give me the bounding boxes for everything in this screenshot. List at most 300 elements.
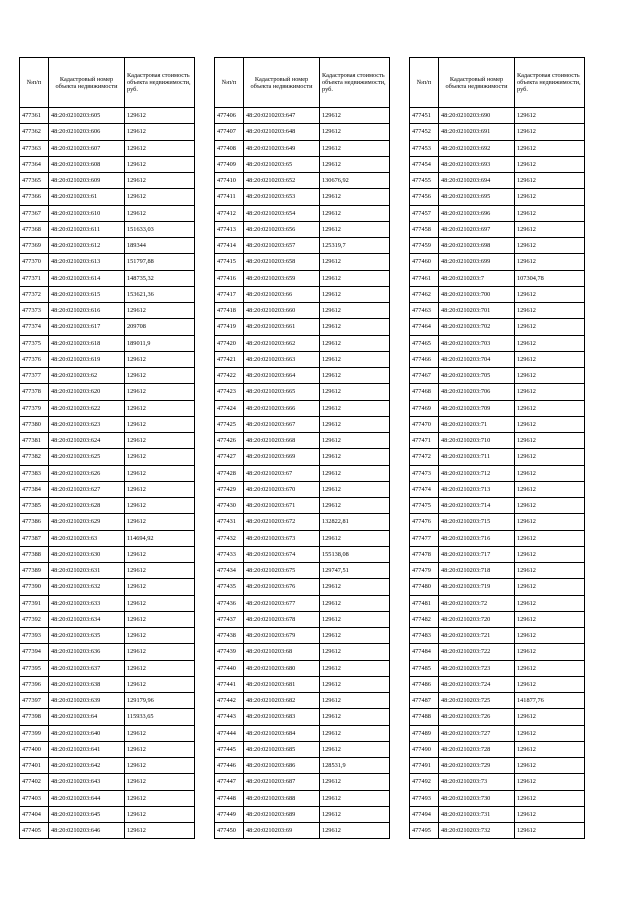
cadastral-cost: 129612	[320, 790, 390, 806]
row-number: 477424	[215, 400, 244, 416]
cadastral-cost: 129612	[515, 709, 585, 725]
table-row	[20, 563, 195, 579]
cadastral-number: 48:20:0210203:679	[244, 628, 320, 644]
row-number: 477379	[20, 400, 49, 416]
cadastral-cost: 129612	[125, 774, 195, 790]
cadastral-cost: 129612	[320, 660, 390, 676]
cadastral-number: 48:20:0210203:647	[244, 108, 320, 124]
row-number: 477384	[20, 481, 49, 497]
row-number: 477411	[215, 189, 244, 205]
cadastral-number: 48:20:0210203:611	[49, 221, 125, 237]
table-row	[410, 579, 585, 595]
cadastral-cost: 151633,03	[125, 221, 195, 237]
table-row	[410, 774, 585, 790]
table-row	[215, 238, 390, 254]
table-row	[20, 758, 195, 774]
row-number: 477426	[215, 433, 244, 449]
cadastral-number: 48:20:0210203:669	[244, 449, 320, 465]
cadastral-number: 48:20:0210203:67	[244, 465, 320, 481]
cadastral-cost: 129612	[515, 498, 585, 514]
cadastral-cost: 129612	[320, 481, 390, 497]
cadastral-cost: 132822,81	[320, 514, 390, 530]
row-number: 477380	[20, 416, 49, 432]
cadastral-cost: 115933,65	[125, 709, 195, 725]
row-number: 477484	[410, 644, 439, 660]
cadastral-number: 48:20:0210203:705	[439, 368, 515, 384]
cadastral-number: 48:20:0210203:69	[244, 823, 320, 839]
cadastral-number: 48:20:0210203:694	[439, 173, 515, 189]
cadastral-number: 48:20:0210203:648	[244, 124, 320, 140]
cadastral-cost: 129612	[125, 368, 195, 384]
cadastral-cost: 129612	[125, 644, 195, 660]
row-number: 477440	[215, 660, 244, 676]
row-number: 477489	[410, 725, 439, 741]
cadastral-cost: 129612	[320, 741, 390, 757]
cadastral-number: 48:20:0210203:683	[244, 709, 320, 725]
cadastral-number: 48:20:0210203:619	[49, 351, 125, 367]
cadastral-number: 48:20:0210203:704	[439, 351, 515, 367]
cadastral-number: 48:20:0210203:622	[49, 400, 125, 416]
cadastral-cost: 129612	[320, 806, 390, 822]
table-row	[215, 416, 390, 432]
table-row	[20, 546, 195, 562]
cadastral-cost: 129179,96	[125, 693, 195, 709]
table-row	[20, 741, 195, 757]
table-row	[215, 156, 390, 172]
cadastral-number: 48:20:0210203:713	[439, 481, 515, 497]
row-number: 477436	[215, 595, 244, 611]
row-number: 477368	[20, 221, 49, 237]
cadastral-cost: 129612	[320, 108, 390, 124]
cadastral-number: 48:20:0210203:643	[49, 774, 125, 790]
cadastral-number: 48:20:0210203:722	[439, 644, 515, 660]
row-number: 477394	[20, 644, 49, 660]
cadastral-number: 48:20:0210203:693	[439, 156, 515, 172]
cadastral-cost: 129612	[320, 156, 390, 172]
cadastral-cost: 129612	[125, 433, 195, 449]
cadastral-cost: 129612	[125, 189, 195, 205]
cadastral-cost: 153621,36	[125, 286, 195, 302]
table-row	[215, 644, 390, 660]
table-row	[410, 790, 585, 806]
cadastral-cost: 125319,7	[320, 238, 390, 254]
cadastral-cost: 129612	[515, 416, 585, 432]
table-row	[20, 254, 195, 270]
cadastral-number: 48:20:0210203:654	[244, 205, 320, 221]
cadastral-cost: 129612	[515, 741, 585, 757]
cadastral-cost: 129612	[515, 823, 585, 839]
header-row	[20, 58, 195, 108]
cadastral-number: 48:20:0210203:726	[439, 709, 515, 725]
cadastral-number: 48:20:0210203:633	[49, 595, 125, 611]
table-row	[20, 660, 195, 676]
cadastral-number: 48:20:0210203:645	[49, 806, 125, 822]
row-number: 477366	[20, 189, 49, 205]
cadastral-cost: 129612	[320, 124, 390, 140]
cadastral-cost: 114694,92	[125, 530, 195, 546]
table-row	[215, 709, 390, 725]
cadastral-cost: 129612	[320, 628, 390, 644]
row-number: 477474	[410, 481, 439, 497]
cadastral-cost: 129612	[125, 563, 195, 579]
row-number: 477421	[215, 351, 244, 367]
cadastral-cost: 129612	[125, 108, 195, 124]
cadastral-number: 48:20:0210203:65	[244, 156, 320, 172]
table-row	[410, 384, 585, 400]
table-row	[410, 465, 585, 481]
cadastral-number: 48:20:0210203:640	[49, 725, 125, 741]
table-row	[20, 611, 195, 627]
table-row	[215, 270, 390, 286]
cadastral-cost: 209708	[125, 319, 195, 335]
table-row	[20, 465, 195, 481]
row-number: 477490	[410, 741, 439, 757]
table-row	[410, 238, 585, 254]
cadastral-number: 48:20:0210203:729	[439, 758, 515, 774]
table-row	[20, 351, 195, 367]
cadastral-number: 48:20:0210203:718	[439, 563, 515, 579]
row-number: 477365	[20, 173, 49, 189]
table-row	[215, 741, 390, 757]
row-number: 477472	[410, 449, 439, 465]
cadastral-cost: 129612	[320, 676, 390, 692]
row-number: 477447	[215, 774, 244, 790]
cadastral-cost: 129612	[125, 449, 195, 465]
cadastral-number: 48:20:0210203:660	[244, 303, 320, 319]
table-row	[20, 433, 195, 449]
cadastral-number: 48:20:0210203:724	[439, 676, 515, 692]
cadastral-cost: 129612	[515, 563, 585, 579]
row-number: 477372	[20, 286, 49, 302]
table-row	[20, 823, 195, 839]
cadastral-cost: 129612	[125, 758, 195, 774]
cadastral-cost: 129612	[320, 595, 390, 611]
cadastral-cost: 148735,32	[125, 270, 195, 286]
cadastral-cost: 129612	[320, 433, 390, 449]
header-row	[215, 58, 390, 108]
cadastral-number: 48:20:0210203:670	[244, 481, 320, 497]
row-number: 477467	[410, 368, 439, 384]
row-number: 477382	[20, 449, 49, 465]
row-number: 477397	[20, 693, 49, 709]
cadastral-cost: 129612	[320, 351, 390, 367]
row-number: 477405	[20, 823, 49, 839]
table-row	[215, 823, 390, 839]
cadastral-number: 48:20:0210203:68	[244, 644, 320, 660]
cadastral-cost: 129612	[515, 156, 585, 172]
table-row	[410, 595, 585, 611]
cadastral-number: 48:20:0210203:610	[49, 205, 125, 221]
cadastral-number: 48:20:0210203:664	[244, 368, 320, 384]
table-row	[215, 579, 390, 595]
table-row	[215, 303, 390, 319]
cadastral-number: 48:20:0210203:719	[439, 579, 515, 595]
cadastral-number: 48:20:0210203:688	[244, 790, 320, 806]
row-number: 477401	[20, 758, 49, 774]
cadastral-number: 48:20:0210203:71	[439, 416, 515, 432]
cadastral-cost: 129612	[515, 514, 585, 530]
cadastral-number: 48:20:0210203:668	[244, 433, 320, 449]
table-body	[215, 108, 390, 839]
cadastral-cost: 129612	[125, 156, 195, 172]
table-row	[410, 124, 585, 140]
table-row	[20, 384, 195, 400]
cadastral-cost: 129612	[515, 205, 585, 221]
cadastral-cost: 189011,9	[125, 335, 195, 351]
row-number: 477449	[215, 806, 244, 822]
cadastral-cost: 129612	[320, 725, 390, 741]
cadastral-number: 48:20:0210203:717	[439, 546, 515, 562]
cadastral-number: 48:20:0210203:675	[244, 563, 320, 579]
row-number: 477396	[20, 676, 49, 692]
table-row	[215, 351, 390, 367]
row-number: 477462	[410, 286, 439, 302]
row-number: 477475	[410, 498, 439, 514]
row-number: 477406	[215, 108, 244, 124]
row-number: 477479	[410, 563, 439, 579]
cadastral-number: 48:20:0210203:673	[244, 530, 320, 546]
cadastral-number: 48:20:0210203:731	[439, 806, 515, 822]
table-row	[20, 238, 195, 254]
row-number: 477452	[410, 124, 439, 140]
row-number: 477478	[410, 546, 439, 562]
cadastral-cost: 129612	[125, 303, 195, 319]
cadastral-number: 48:20:0210203:659	[244, 270, 320, 286]
table-row	[410, 351, 585, 367]
row-number: 477427	[215, 449, 244, 465]
cadastral-number: 48:20:0210203:732	[439, 823, 515, 839]
table-row	[215, 628, 390, 644]
cadastral-number: 48:20:0210203:686	[244, 758, 320, 774]
cadastral-number: 48:20:0210203:606	[49, 124, 125, 140]
cadastral-cost: 129612	[515, 660, 585, 676]
table-row	[20, 108, 195, 124]
cadastral-number: 48:20:0210203:7	[439, 270, 515, 286]
row-number: 477470	[410, 416, 439, 432]
cadastral-cost: 129612	[125, 465, 195, 481]
cadastral-number: 48:20:0210203:656	[244, 221, 320, 237]
cadastral-cost: 129612	[320, 449, 390, 465]
cadastral-cost: 129612	[515, 254, 585, 270]
table-row	[20, 693, 195, 709]
table-row	[20, 595, 195, 611]
table-row	[20, 221, 195, 237]
cadastral-number: 48:20:0210203:709	[439, 400, 515, 416]
cadastral-cost: 129612	[320, 140, 390, 156]
cadastral-number: 48:20:0210203:681	[244, 676, 320, 692]
row-number: 477469	[410, 400, 439, 416]
row-number: 477444	[215, 725, 244, 741]
cadastral-number: 48:20:0210203:618	[49, 335, 125, 351]
table-row	[20, 644, 195, 660]
table-row	[410, 563, 585, 579]
cadastral-cost: 129612	[125, 790, 195, 806]
cadastral-number: 48:20:0210203:678	[244, 611, 320, 627]
cadastral-cost: 129612	[125, 498, 195, 514]
row-number: 477459	[410, 238, 439, 254]
cadastral-cost: 129612	[320, 270, 390, 286]
row-number: 477417	[215, 286, 244, 302]
cadastral-number: 48:20:0210203:657	[244, 238, 320, 254]
cadastral-number: 48:20:0210203:702	[439, 319, 515, 335]
cadastral-number: 48:20:0210203:608	[49, 156, 125, 172]
cadastral-number: 48:20:0210203:629	[49, 514, 125, 530]
table-row	[215, 221, 390, 237]
cadastral-number: 48:20:0210203:663	[244, 351, 320, 367]
cadastral-cost: 107304,78	[515, 270, 585, 286]
cadastral-cost: 129612	[515, 595, 585, 611]
cadastral-number: 48:20:0210203:689	[244, 806, 320, 822]
cadastral-number: 48:20:0210203:666	[244, 400, 320, 416]
cadastral-number: 48:20:0210203:710	[439, 433, 515, 449]
cadastral-cost: 129612	[320, 416, 390, 432]
cadastral-number: 48:20:0210203:730	[439, 790, 515, 806]
cadastral-cost: 129612	[515, 433, 585, 449]
row-number: 477373	[20, 303, 49, 319]
table-row	[410, 286, 585, 302]
table-row	[410, 514, 585, 530]
table-row	[215, 205, 390, 221]
row-number: 477370	[20, 254, 49, 270]
cadastral-cost: 129612	[320, 709, 390, 725]
cadastral-cost: 129612	[125, 676, 195, 692]
cadastral-cost: 129612	[320, 774, 390, 790]
cadastral-number: 48:20:0210203:691	[439, 124, 515, 140]
row-number: 477477	[410, 530, 439, 546]
cadastral-number: 48:20:0210203:63	[49, 530, 125, 546]
cadastral-number: 48:20:0210203:62	[49, 368, 125, 384]
cadastral-number: 48:20:0210203:672	[244, 514, 320, 530]
table-row	[20, 189, 195, 205]
cadastral-cost: 129612	[320, 286, 390, 302]
row-number: 477433	[215, 546, 244, 562]
cadastral-cost: 129612	[515, 774, 585, 790]
row-number: 477383	[20, 465, 49, 481]
table-row	[20, 270, 195, 286]
table-row	[410, 611, 585, 627]
row-number: 477362	[20, 124, 49, 140]
row-number: 477468	[410, 384, 439, 400]
cadastral-number: 48:20:0210203:671	[244, 498, 320, 514]
cadastral-number: 48:20:0210203:701	[439, 303, 515, 319]
cadastral-cost: 129612	[515, 481, 585, 497]
row-number: 477451	[410, 108, 439, 124]
cadastral-cost: 129612	[125, 725, 195, 741]
row-number: 477464	[410, 319, 439, 335]
table-row	[410, 481, 585, 497]
cadastral-cost: 129612	[515, 400, 585, 416]
cadastral-number: 48:20:0210203:725	[439, 693, 515, 709]
row-number: 477486	[410, 676, 439, 692]
cadastral-number: 48:20:0210203:715	[439, 514, 515, 530]
cadastral-table-2	[214, 57, 390, 839]
row-number: 477429	[215, 481, 244, 497]
cadastral-cost: 129612	[320, 254, 390, 270]
row-number: 477410	[215, 173, 244, 189]
cadastral-cost: 129612	[125, 741, 195, 757]
cadastral-number: 48:20:0210203:676	[244, 579, 320, 595]
row-number: 477430	[215, 498, 244, 514]
table-row	[410, 693, 585, 709]
cadastral-number: 48:20:0210203:617	[49, 319, 125, 335]
cadastral-number: 48:20:0210203:628	[49, 498, 125, 514]
row-number: 477460	[410, 254, 439, 270]
table-row	[20, 335, 195, 351]
row-number: 477420	[215, 335, 244, 351]
row-number: 477393	[20, 628, 49, 644]
table-row	[410, 823, 585, 839]
table-row	[20, 286, 195, 302]
row-number: 477403	[20, 790, 49, 806]
table-row	[20, 140, 195, 156]
table-row	[410, 189, 585, 205]
row-number: 477400	[20, 741, 49, 757]
cadastral-number: 48:20:0210203:609	[49, 173, 125, 189]
cadastral-number: 48:20:0210203:695	[439, 189, 515, 205]
row-number: 477491	[410, 758, 439, 774]
row-number: 477437	[215, 611, 244, 627]
row-number: 477377	[20, 368, 49, 384]
header-cost: Кадастровая стоимость объекта недвижимости, руб.	[320, 58, 390, 108]
cadastral-cost: 129612	[125, 660, 195, 676]
table-row	[215, 660, 390, 676]
table-row	[215, 725, 390, 741]
cadastral-number: 48:20:0210203:72	[439, 595, 515, 611]
row-number: 477407	[215, 124, 244, 140]
table-row	[410, 156, 585, 172]
cadastral-cost: 129612	[125, 579, 195, 595]
row-number: 477376	[20, 351, 49, 367]
cadastral-number: 48:20:0210203:646	[49, 823, 125, 839]
row-number: 477461	[410, 270, 439, 286]
cadastral-cost: 129612	[125, 351, 195, 367]
table-row	[20, 530, 195, 546]
row-number: 477371	[20, 270, 49, 286]
table-row	[410, 709, 585, 725]
table-row	[20, 156, 195, 172]
cadastral-cost: 129612	[515, 465, 585, 481]
cadastral-cost: 129612	[515, 319, 585, 335]
row-number: 477485	[410, 660, 439, 676]
row-number: 477495	[410, 823, 439, 839]
row-number: 477435	[215, 579, 244, 595]
cadastral-cost: 129612	[515, 546, 585, 562]
cadastral-number: 48:20:0210203:699	[439, 254, 515, 270]
row-number: 477363	[20, 140, 49, 156]
cadastral-cost: 129612	[320, 644, 390, 660]
cadastral-number: 48:20:0210203:631	[49, 563, 125, 579]
cadastral-cost: 129612	[125, 205, 195, 221]
cadastral-number: 48:20:0210203:684	[244, 725, 320, 741]
row-number: 477483	[410, 628, 439, 644]
table-row	[215, 514, 390, 530]
table-row	[215, 335, 390, 351]
row-number: 477450	[215, 823, 244, 839]
table-row	[410, 676, 585, 692]
table-row	[20, 514, 195, 530]
cadastral-number: 48:20:0210203:641	[49, 741, 125, 757]
cadastral-cost: 129612	[515, 221, 585, 237]
table-row	[410, 660, 585, 676]
row-number: 477441	[215, 676, 244, 692]
cadastral-number: 48:20:0210203:73	[439, 774, 515, 790]
table-row	[410, 806, 585, 822]
cadastral-cost: 129612	[320, 465, 390, 481]
row-number: 477422	[215, 368, 244, 384]
table-body	[20, 108, 195, 839]
table-row	[215, 319, 390, 335]
table-row	[215, 140, 390, 156]
